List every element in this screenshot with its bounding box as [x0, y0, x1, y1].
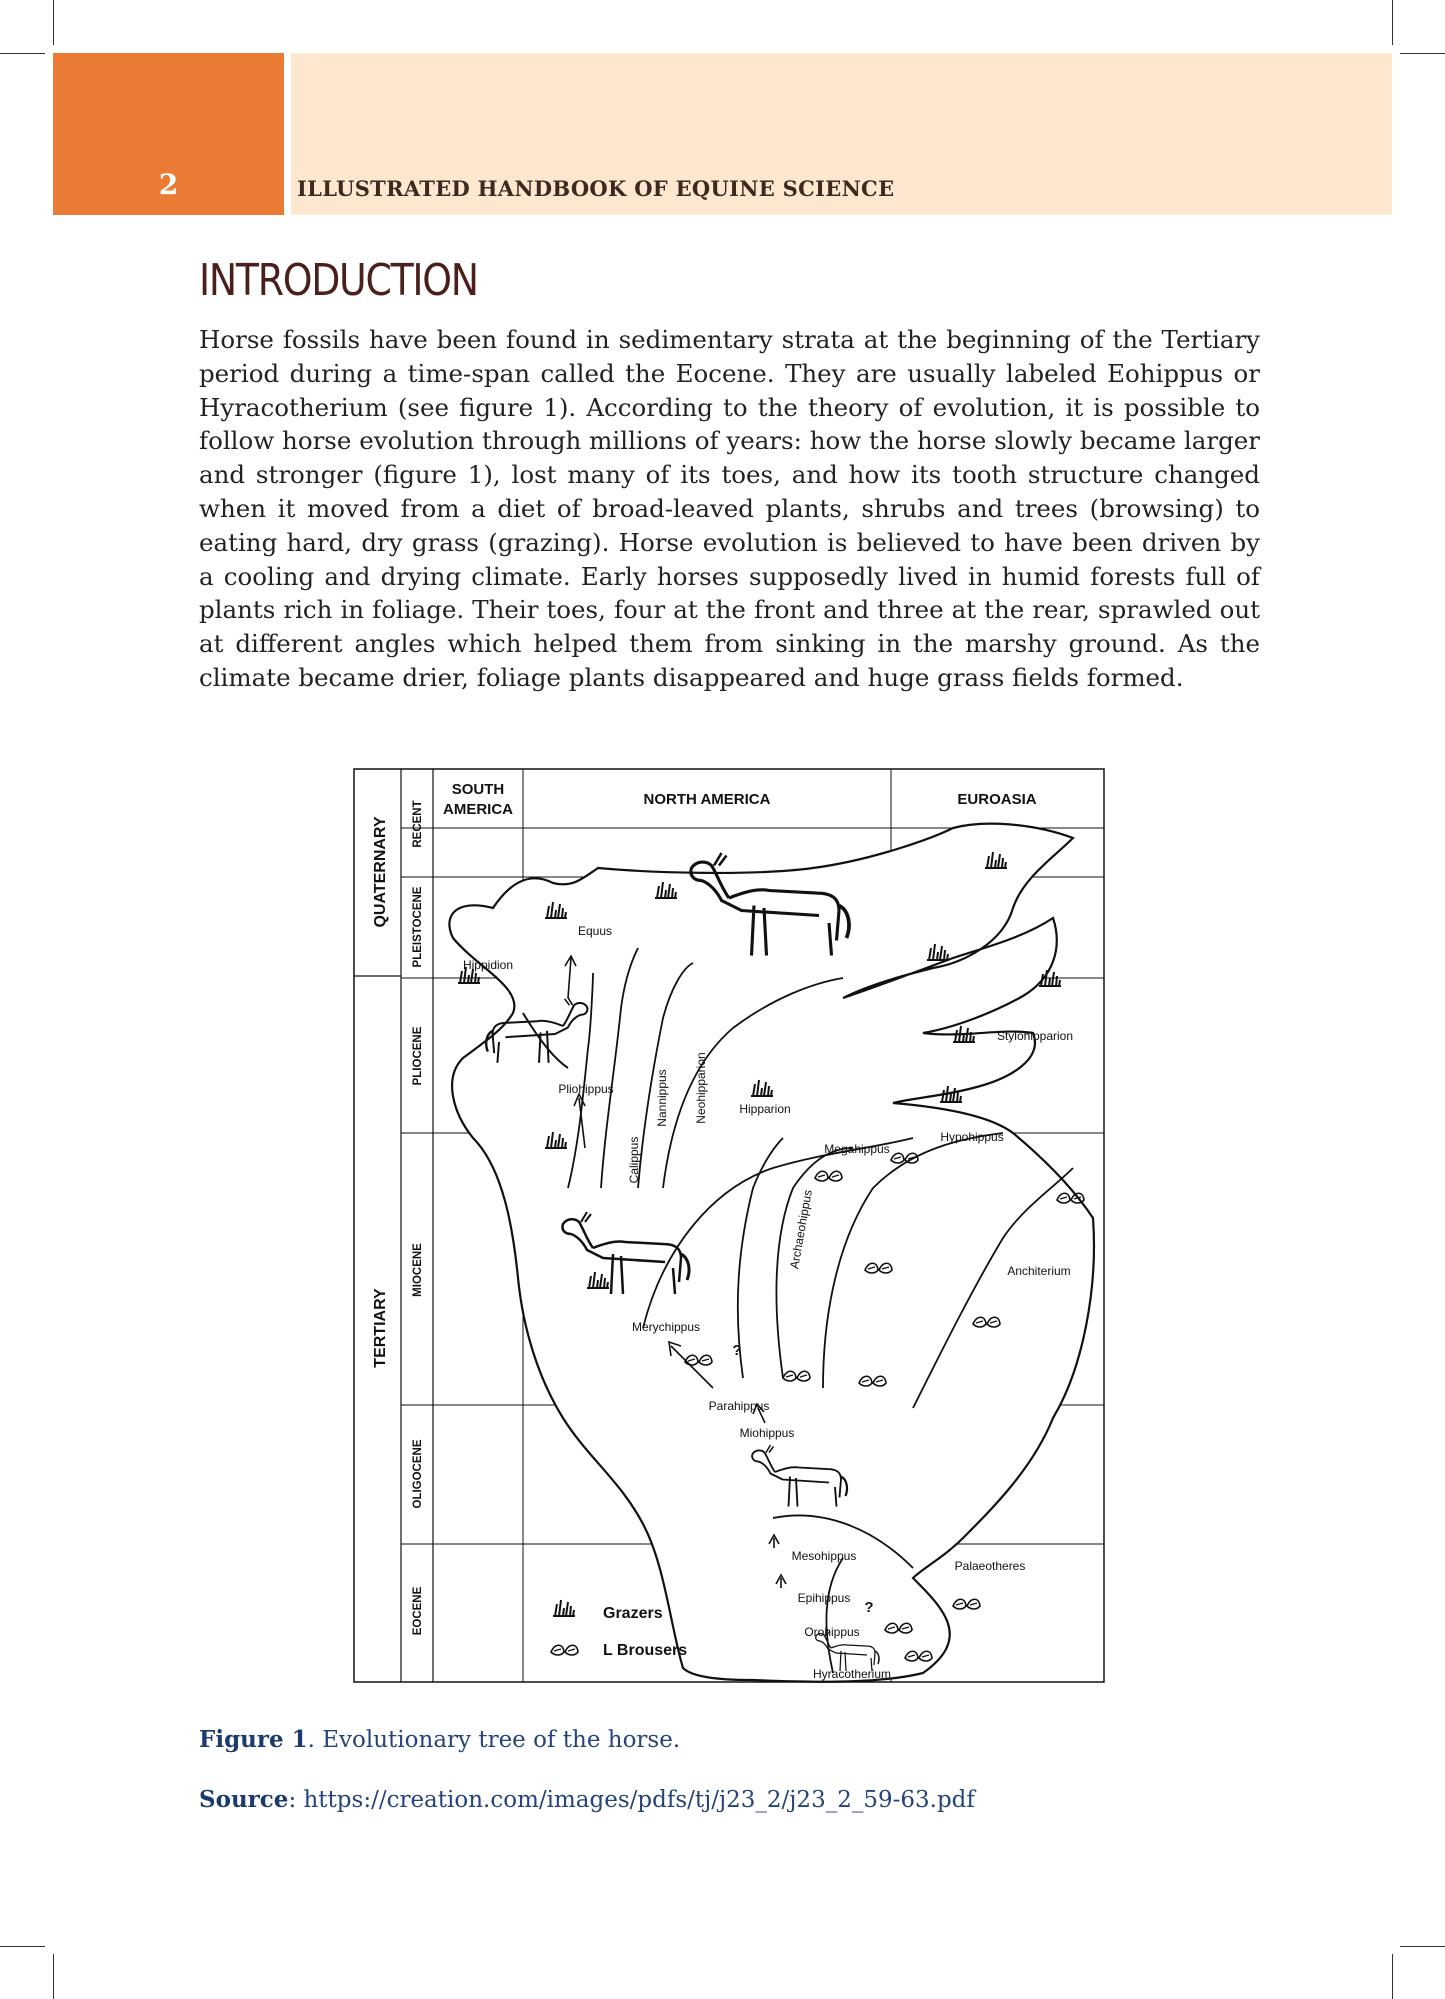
- figure-caption: [199, 1726, 680, 1753]
- leaf-icon: [953, 1599, 980, 1609]
- figure-caption-text: . Evolutionary tree of the horse.: [307, 1727, 681, 1753]
- evolution-tree-diagram: [353, 768, 1107, 1686]
- label-hippidion: Hippidion: [462, 958, 514, 972]
- epoch-eocene: EOCENE: [412, 1586, 424, 1636]
- label-nannippus: Nannippus: [655, 1069, 669, 1127]
- crop-mark: [1392, 1954, 1393, 1999]
- label-archaeohippus: Archaeohippus: [787, 1188, 815, 1270]
- label-anchiterium: Anchiterium: [1007, 1264, 1071, 1278]
- label-equus: Equus: [577, 924, 613, 938]
- region-north-america: NORTH AMERICA: [643, 791, 771, 808]
- epoch-pleistocene: PLEISTOCENE: [412, 886, 424, 968]
- label-hipparion: Hipparion: [739, 1102, 791, 1116]
- region-south-america-line1: SOUTH: [451, 781, 505, 798]
- figure-source: [199, 1786, 975, 1813]
- section-heading: INTRODUCTION: [199, 255, 478, 306]
- crop-mark: [1400, 1946, 1445, 1947]
- epoch-miocene: MIOCENE: [412, 1243, 424, 1297]
- label-megahippus: Megahippus: [824, 1142, 890, 1156]
- crop-mark: [0, 1946, 45, 1947]
- label-palaeotheres: Palaeotheres: [954, 1559, 1026, 1573]
- label-epihippus: Epihippus: [797, 1591, 851, 1605]
- crop-mark: [1392, 0, 1393, 45]
- page-number: 2: [158, 168, 179, 201]
- question-mark: ?: [864, 1599, 874, 1616]
- label-mesohippus: Mesohippus: [791, 1549, 857, 1563]
- grass-icon: [553, 1600, 575, 1616]
- label-stylohipparion: Stylohipparion: [996, 1029, 1074, 1043]
- crop-mark: [53, 1954, 54, 1999]
- label-hyracotherium: Hyracotherium: [812, 1667, 892, 1681]
- period-quaternary: QUATERNARY: [372, 816, 389, 928]
- running-title: ILLUSTRATED HANDBOOK OF EQUINE SCIENCE: [297, 176, 895, 201]
- label-hypohippus: Hypohippus: [940, 1130, 1004, 1144]
- epoch-oligocene: OLIGOCENE: [412, 1439, 424, 1509]
- crop-mark: [0, 53, 45, 54]
- label-pliohippus: Pliohippus: [558, 1082, 614, 1096]
- epoch-recent: RECENT: [412, 800, 424, 848]
- epoch-pliocene: PLIOCENE: [412, 1026, 424, 1086]
- legend-grazers: Grazers: [603, 1605, 663, 1622]
- label-merychippus: Merychippus: [631, 1320, 701, 1334]
- crop-mark: [53, 0, 54, 45]
- figure-source-link[interactable]: : https://creation.com/images/pdfs/tj/j23_2/j23_2_59-63.pdf: [288, 1787, 975, 1813]
- label-parahippus: Parahippus: [708, 1399, 770, 1413]
- region-south-america-line2: AMERICA: [443, 801, 513, 818]
- figure-caption-label: Figure 1: [199, 1726, 308, 1753]
- legend: [551, 1600, 687, 1659]
- tree-outline: [449, 824, 1094, 1682]
- evolution-tree-figure: [353, 768, 1107, 1690]
- figure-source-label: Source: [199, 1786, 289, 1813]
- body-paragraph: Horse fossils have been found in sedimentary strata at the beginning of the Tertiary period during a time-span called the Eocene. They are usually labeled Eohippus or Hyracotherium (see figure 1). According to the theory of evolution, it is possible to follow horse evolution through millions of years: how the horse slowly became larger and stronger (figure 1), lost many of its toes, and how its tooth structure changed when it moved from a diet of broad-leaved plants, shrubs and trees (browsing) to eating hard, dry grass (grazing). Horse evolution is believed to have been driven by a cooling and drying climate. Early horses supposedly lived in humid forests full of plants rich in foliage. Their toes, four at the front and three at the rear, sprawled out at different angles which helped them from sinking in the marshy ground. As the climate became drier, foliage plants disappeared and huge grass fields formed.: [199, 325, 1260, 692]
- period-tertiary: TERTIARY: [372, 1288, 389, 1368]
- label-calippus: Calippus: [627, 1136, 641, 1184]
- label-miohippus: Miohippus: [739, 1426, 795, 1440]
- region-euroasia: EUROASIA: [957, 791, 1037, 808]
- label-orohippus: Orohippus: [804, 1625, 860, 1639]
- leaf-icon: [551, 1645, 578, 1655]
- label-neohipparion: Neohipparion: [694, 1052, 708, 1124]
- legend-browsers: L Brousers: [603, 1642, 688, 1659]
- question-mark: ?: [732, 1342, 742, 1359]
- crop-mark: [1400, 53, 1445, 54]
